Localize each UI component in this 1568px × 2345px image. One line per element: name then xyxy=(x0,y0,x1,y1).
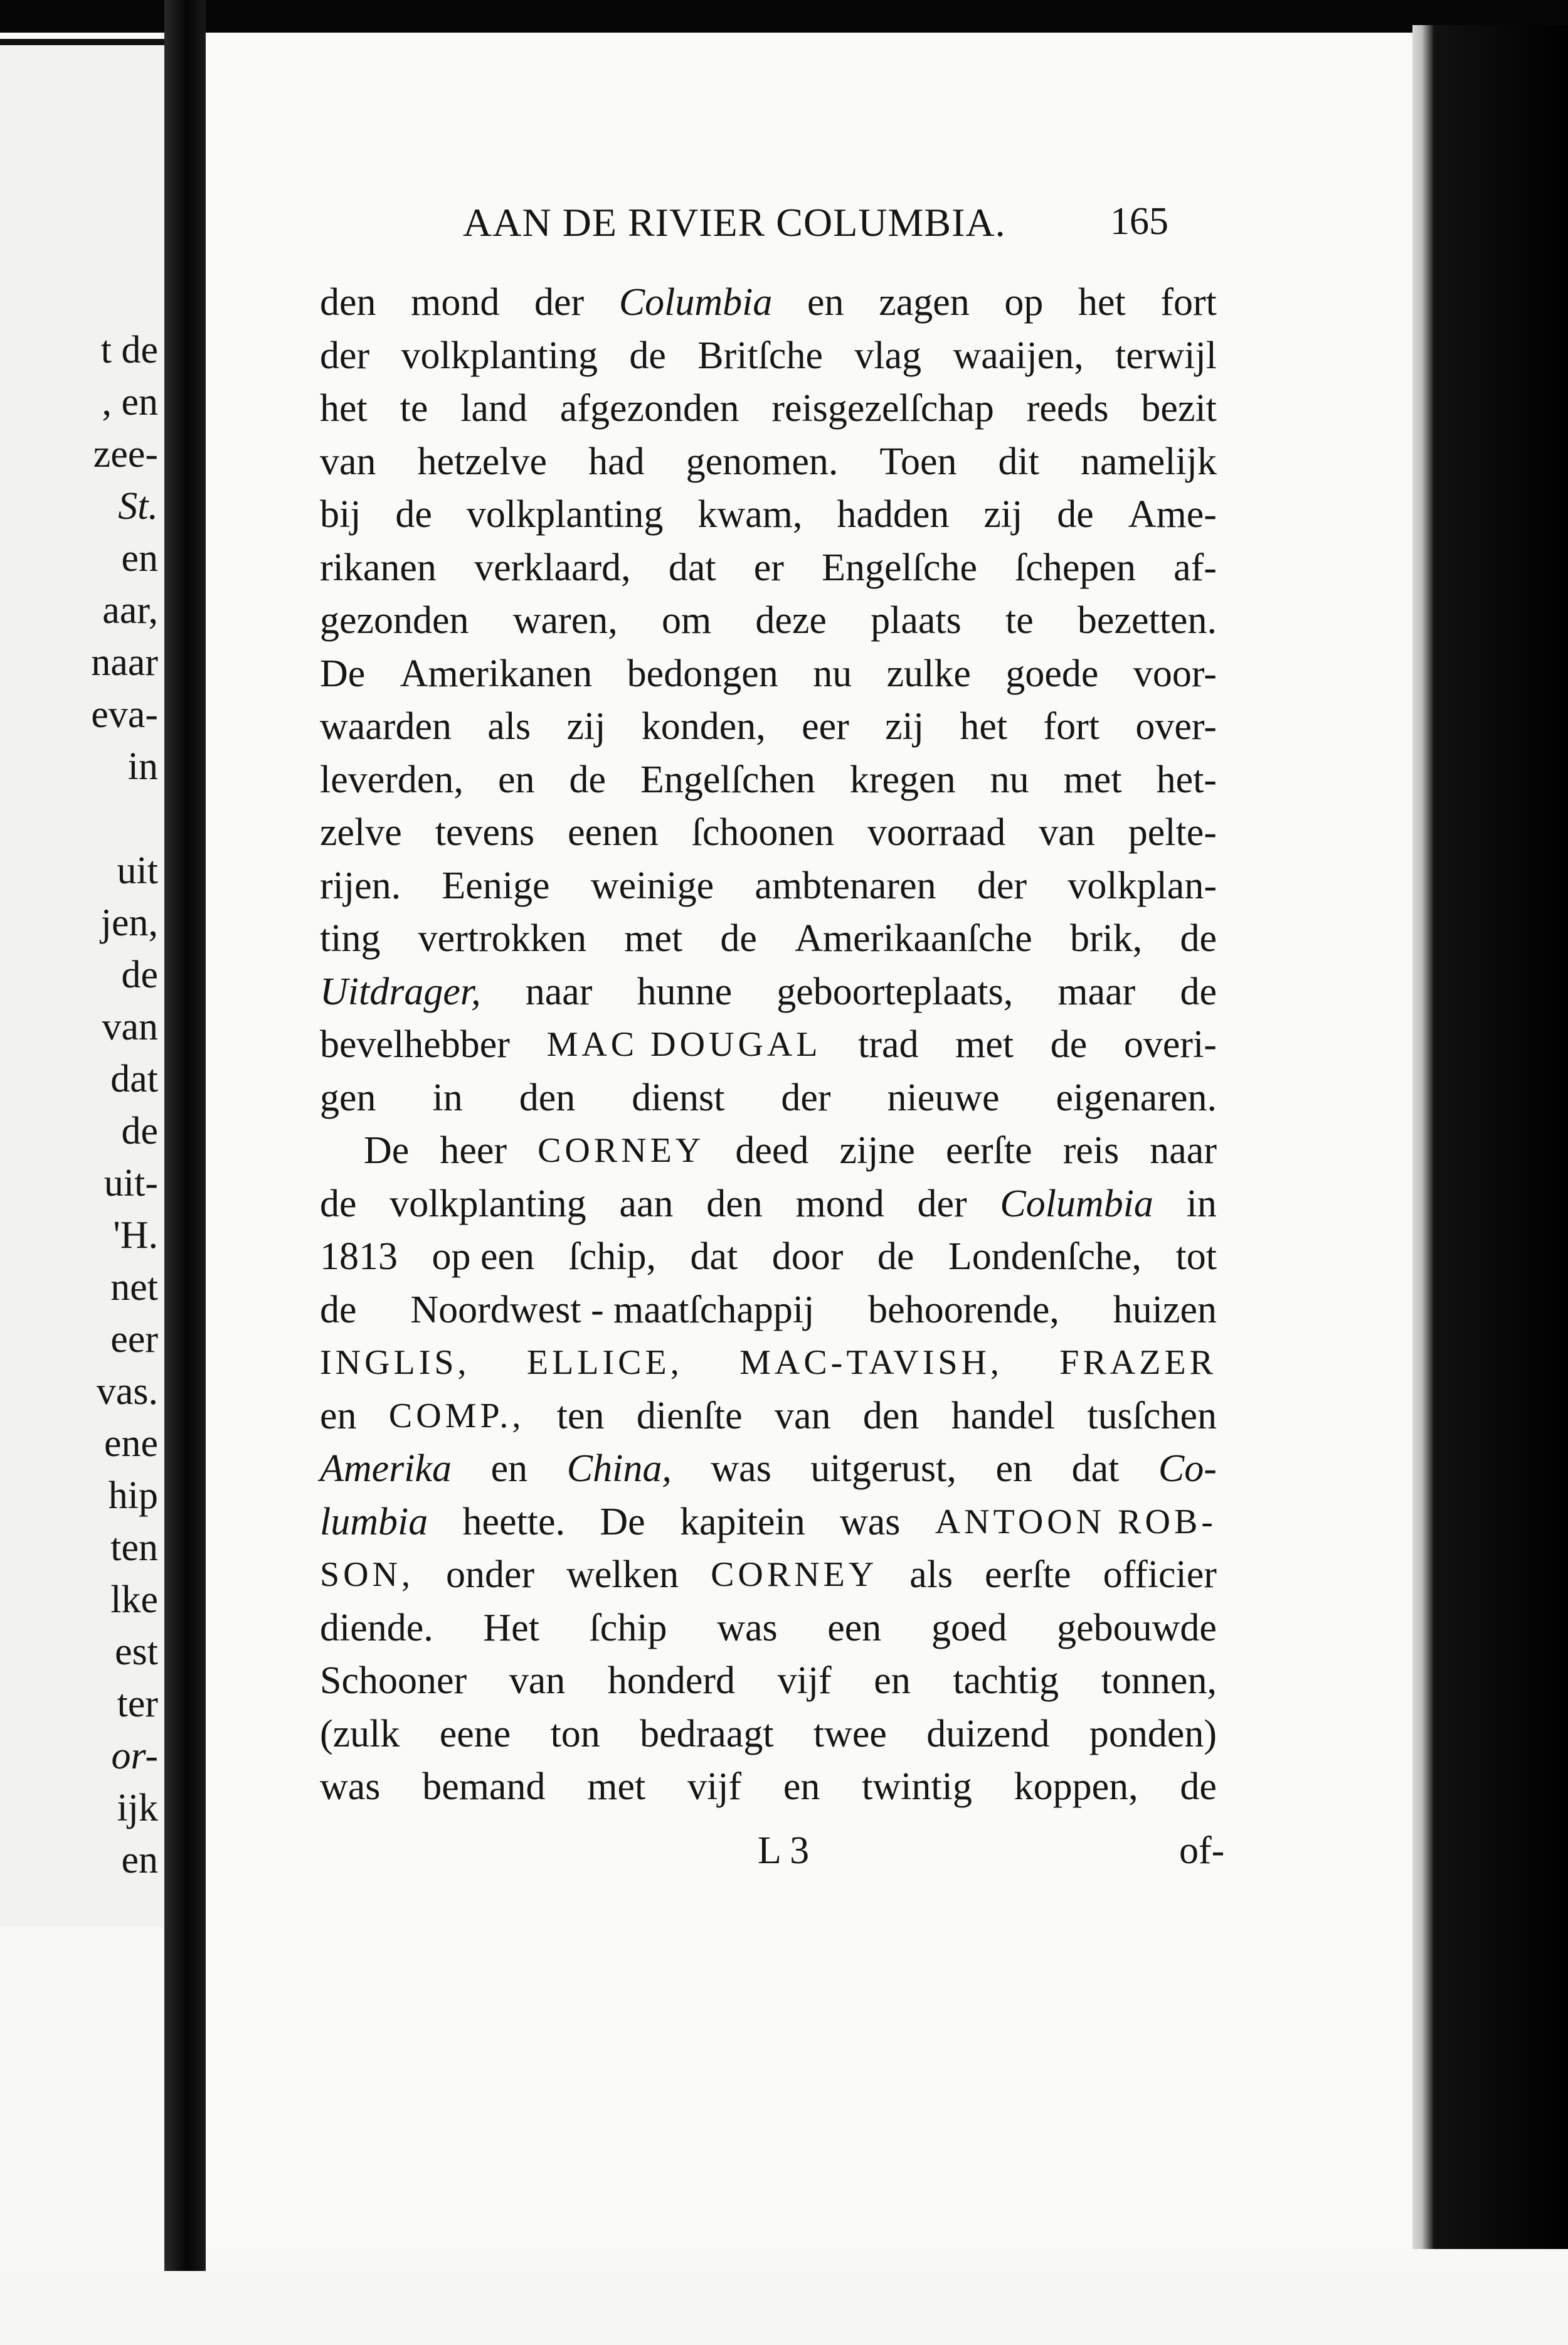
word: Amerika xyxy=(320,1447,452,1490)
word: COMP., xyxy=(388,1396,525,1435)
word: de xyxy=(320,1288,357,1331)
text-line xyxy=(320,1230,1217,1284)
word: hunne xyxy=(637,970,733,1013)
text-line xyxy=(320,1760,1217,1814)
facing-line: naar xyxy=(91,641,158,684)
word: de xyxy=(569,758,606,801)
word: CORNEY xyxy=(711,1555,878,1594)
word: vijf xyxy=(687,1765,742,1808)
facing-line: zee- xyxy=(93,433,158,476)
word: 1813 xyxy=(320,1235,398,1278)
facing-line: en xyxy=(121,1839,158,1881)
text-line xyxy=(320,1390,1217,1443)
text-line xyxy=(320,753,1217,807)
facing-line: eer xyxy=(110,1318,158,1361)
word: Columbia xyxy=(618,281,773,324)
word: reisgezelſchap xyxy=(771,387,994,430)
word: vertrokken xyxy=(418,917,587,960)
facing-line xyxy=(0,793,158,845)
facing-line: 'H. xyxy=(113,1214,158,1257)
word: was xyxy=(320,1765,381,1808)
word: leverden, xyxy=(320,758,464,801)
word: de xyxy=(320,1182,357,1225)
word: Ame- xyxy=(1128,493,1217,536)
word: reis xyxy=(1062,1129,1120,1172)
page-number: 165 xyxy=(1110,200,1168,243)
facing-line: hip xyxy=(108,1474,158,1517)
word: CORNEY xyxy=(538,1131,705,1170)
word: naar xyxy=(525,970,593,1013)
word: ANTOON ROB- xyxy=(935,1502,1217,1541)
word: zelve xyxy=(320,811,402,854)
word: goede xyxy=(1005,652,1099,695)
word: ſchoonen xyxy=(691,811,834,854)
word: bedongen xyxy=(627,652,778,695)
word: de xyxy=(395,493,432,536)
facing-page-left xyxy=(0,39,164,1927)
facing-line: vas. xyxy=(96,1370,158,1413)
facing-line: ijk xyxy=(117,1787,158,1829)
word: Columbia xyxy=(1000,1182,1153,1225)
word: het xyxy=(320,387,368,430)
word: ten xyxy=(556,1394,605,1437)
word: (zulk xyxy=(320,1712,400,1755)
word: voorraad xyxy=(867,811,1006,854)
facing-line: , en xyxy=(102,381,158,423)
facing-line: or- xyxy=(111,1735,158,1777)
word: koppen, xyxy=(1014,1765,1138,1808)
word: officier xyxy=(1103,1553,1217,1596)
facing-page-text xyxy=(0,45,162,1886)
word: over- xyxy=(1135,705,1217,748)
text-line xyxy=(320,1124,1217,1178)
word: ſchepen xyxy=(1015,546,1136,589)
word: Amerikaanſche xyxy=(795,917,1032,960)
word: dat xyxy=(1071,1447,1120,1490)
facing-line: t de xyxy=(100,329,158,371)
word: van xyxy=(509,1659,566,1702)
word: Toen xyxy=(879,440,957,483)
word: was xyxy=(840,1500,901,1543)
word: de xyxy=(720,917,757,960)
word: China, xyxy=(566,1447,672,1490)
text-line xyxy=(320,1336,1217,1390)
word: ambtenaren xyxy=(755,864,936,907)
word: volkplanting xyxy=(401,334,598,377)
word: was xyxy=(717,1606,778,1649)
facing-line: net xyxy=(110,1266,158,1309)
facing-line: in xyxy=(127,745,158,788)
word: kregen xyxy=(849,758,956,801)
facing-line: en xyxy=(121,537,158,580)
word: rikanen xyxy=(320,546,437,589)
page-fore-edge xyxy=(1412,25,1568,2249)
word: Het xyxy=(483,1606,539,1649)
word: dienſte xyxy=(636,1394,743,1437)
word: aan xyxy=(619,1182,674,1225)
text-line xyxy=(320,647,1217,701)
word: bemand xyxy=(422,1765,546,1808)
word: in xyxy=(1186,1182,1217,1225)
word: naar xyxy=(1150,1129,1217,1172)
word: bevelhebber xyxy=(320,1023,510,1066)
word: de xyxy=(1050,1023,1088,1066)
word: brik, xyxy=(1069,917,1143,960)
word: om xyxy=(661,599,712,642)
facing-line: dat xyxy=(110,1058,158,1100)
word: had xyxy=(588,440,645,483)
word: land xyxy=(460,387,527,430)
word: door xyxy=(771,1235,844,1278)
word: de xyxy=(629,334,666,377)
word: trad xyxy=(858,1023,919,1066)
word: nu xyxy=(990,758,1029,801)
word: konden, xyxy=(641,705,766,748)
word: waren, xyxy=(512,599,618,642)
word: en xyxy=(783,1765,820,1808)
word: tonnen, xyxy=(1101,1659,1217,1702)
word: maar xyxy=(1057,970,1136,1013)
word: De xyxy=(364,1129,410,1172)
text-line xyxy=(320,1178,1217,1231)
text-line xyxy=(320,488,1217,541)
word: tot xyxy=(1175,1235,1217,1278)
word: volkplan- xyxy=(1067,864,1217,907)
scan-bottom-margin xyxy=(0,2271,1568,2345)
word: dat xyxy=(690,1235,738,1278)
facing-line: ter xyxy=(117,1683,158,1725)
word: was xyxy=(711,1447,771,1490)
word: twee xyxy=(813,1712,887,1755)
word: den xyxy=(706,1182,763,1225)
word: pelte- xyxy=(1128,811,1217,854)
word: dat xyxy=(668,546,716,589)
word: namelijk xyxy=(1080,440,1217,483)
text-line xyxy=(320,1548,1217,1602)
word: af- xyxy=(1173,546,1217,589)
word: waarden xyxy=(320,705,452,748)
word: vlag xyxy=(854,334,922,377)
word: tevens xyxy=(435,811,535,854)
word: De xyxy=(600,1500,645,1543)
word: eer xyxy=(802,705,849,748)
word: vijf xyxy=(777,1659,832,1702)
word: den xyxy=(320,281,376,324)
word: zagen xyxy=(879,281,970,324)
word: de xyxy=(1057,493,1094,536)
word: te xyxy=(1005,599,1034,642)
word: fort xyxy=(1043,705,1100,748)
word: lumbia xyxy=(320,1500,428,1543)
word: het xyxy=(1078,281,1126,324)
facing-line: ene xyxy=(103,1422,158,1465)
word: Schooner xyxy=(320,1659,467,1702)
text-line xyxy=(320,806,1217,859)
word: een xyxy=(827,1606,882,1649)
word: de xyxy=(1180,1765,1217,1808)
text-line xyxy=(320,1496,1217,1549)
word: mond xyxy=(795,1182,884,1225)
word: afgezonden xyxy=(559,387,739,430)
word: eene xyxy=(439,1712,511,1755)
text-line xyxy=(320,1284,1217,1337)
text-line xyxy=(320,382,1217,435)
text-line xyxy=(320,912,1217,965)
word: den xyxy=(519,1076,576,1119)
word: en xyxy=(497,758,535,801)
word: deze xyxy=(755,599,827,642)
text-line xyxy=(320,1602,1217,1655)
text-line xyxy=(320,276,1217,329)
word: MAC DOUGAL xyxy=(546,1025,822,1064)
word: van xyxy=(320,440,376,483)
word: zijne xyxy=(839,1129,915,1172)
word: der xyxy=(320,334,370,377)
word: volkplanting xyxy=(389,1182,586,1225)
word: met xyxy=(587,1765,646,1808)
word: kwam, xyxy=(697,493,803,536)
text-line xyxy=(320,435,1217,489)
facing-line: eva- xyxy=(91,693,158,736)
word: Co- xyxy=(1158,1447,1217,1490)
word: te xyxy=(400,387,428,430)
word: van xyxy=(774,1394,831,1437)
word: Amerikanen xyxy=(400,652,593,695)
word: diende. xyxy=(320,1606,433,1649)
book-gutter xyxy=(164,0,206,2345)
word: het- xyxy=(1156,758,1217,801)
word: den xyxy=(862,1394,919,1437)
facing-line: jen, xyxy=(100,901,158,944)
word: en xyxy=(807,281,844,324)
word: met xyxy=(624,917,683,960)
text-line xyxy=(320,700,1217,753)
word: der xyxy=(917,1182,967,1225)
facing-line: de xyxy=(121,954,158,996)
facing-line: ten xyxy=(110,1526,158,1569)
word: onder xyxy=(445,1553,535,1596)
word: mond xyxy=(411,281,500,324)
word: en xyxy=(320,1394,357,1437)
word: de xyxy=(877,1235,914,1278)
word: zij xyxy=(885,705,924,748)
word: eerſte xyxy=(985,1553,1071,1596)
word: dienst xyxy=(632,1076,725,1119)
word: bezetten. xyxy=(1077,599,1217,642)
facing-line: uit xyxy=(117,849,158,892)
word: der xyxy=(534,281,585,324)
facing-line: van xyxy=(102,1006,158,1048)
word: kapitein xyxy=(679,1500,805,1543)
running-head: AAN DE RIVIER COLUMBIA. xyxy=(463,200,1006,245)
text-line xyxy=(320,1071,1217,1125)
body-text xyxy=(320,276,1217,1814)
word: van xyxy=(1039,811,1095,854)
word: zij xyxy=(566,705,606,748)
text-line xyxy=(320,1708,1217,1761)
word: Uitdrager, xyxy=(320,970,481,1013)
catchword: of- xyxy=(1179,1829,1225,1872)
word: honderd xyxy=(607,1659,736,1702)
word: terwijl xyxy=(1115,334,1217,377)
word: huizen xyxy=(1113,1288,1217,1331)
word: behoorende, xyxy=(868,1288,1059,1331)
text-line xyxy=(320,594,1217,647)
word: duizend xyxy=(926,1712,1050,1755)
word: en xyxy=(995,1447,1032,1490)
word: als xyxy=(909,1553,953,1596)
word: gebouwde xyxy=(1057,1606,1217,1649)
word: zij xyxy=(983,493,1023,536)
word: FRAZER xyxy=(1059,1343,1217,1382)
word: als xyxy=(487,705,531,748)
word: hetzelve xyxy=(417,440,548,483)
word: De xyxy=(320,652,366,695)
facing-line: aar, xyxy=(102,589,158,632)
word: voor- xyxy=(1133,652,1217,695)
word: ſchip, xyxy=(568,1235,656,1278)
word: weinige xyxy=(590,864,714,907)
word: zulke xyxy=(886,652,971,695)
word: bezit xyxy=(1141,387,1217,430)
word: deed xyxy=(735,1129,809,1172)
word: reeds xyxy=(1026,387,1109,430)
text-line xyxy=(320,1018,1217,1071)
word: SON, xyxy=(320,1555,415,1594)
word: eerſte xyxy=(946,1129,1032,1172)
word: gen xyxy=(320,1076,376,1119)
word: tusſchen xyxy=(1087,1394,1217,1437)
word: ſchip xyxy=(589,1606,667,1649)
word: Britſche xyxy=(697,334,823,377)
word: ton xyxy=(550,1712,600,1755)
text-line xyxy=(320,965,1217,1019)
text-line xyxy=(320,541,1217,595)
word: INGLIS, xyxy=(320,1343,470,1382)
word: gezonden xyxy=(320,599,469,642)
word: plaats xyxy=(871,599,961,642)
word: het xyxy=(960,705,1008,748)
word: Engelſchen xyxy=(640,758,815,801)
word: verklaard, xyxy=(474,546,631,589)
word: rijen. xyxy=(320,864,401,907)
word: nu xyxy=(813,652,852,695)
facing-line: est xyxy=(115,1630,158,1673)
word: der xyxy=(977,864,1027,907)
word: met xyxy=(1063,758,1122,801)
word: en xyxy=(874,1659,911,1702)
word: MAC-TAVISH, xyxy=(739,1343,1003,1382)
word: Eenige xyxy=(442,864,550,907)
word: goed xyxy=(931,1606,1007,1649)
text-line xyxy=(320,859,1217,913)
word: Londenſche, xyxy=(948,1235,1142,1278)
word: ponden) xyxy=(1089,1712,1217,1755)
word: op xyxy=(1004,281,1044,324)
word: ting xyxy=(320,917,381,960)
word: handel xyxy=(951,1394,1056,1437)
facing-line: St. xyxy=(118,485,158,528)
word: heer xyxy=(440,1129,507,1172)
dark-scan-border-top xyxy=(0,0,1568,33)
facing-line: lke xyxy=(110,1578,158,1621)
word: fort xyxy=(1160,281,1217,324)
word: de xyxy=(1180,917,1217,960)
word: heette. xyxy=(462,1500,566,1543)
word: in xyxy=(432,1076,463,1119)
word: volkplanting xyxy=(466,493,664,536)
word: overi- xyxy=(1123,1023,1217,1066)
word: op een xyxy=(432,1235,535,1278)
word: twintig xyxy=(862,1765,972,1808)
word: de xyxy=(1180,970,1217,1013)
word: welken xyxy=(566,1553,679,1596)
word: uitgerust, xyxy=(810,1447,956,1490)
word: geboorteplaats, xyxy=(776,970,1014,1013)
word: er xyxy=(753,546,784,589)
signature-mark: L 3 xyxy=(758,1829,810,1872)
word: tachtig xyxy=(953,1659,1059,1702)
word: genomen. xyxy=(686,440,839,483)
word: en xyxy=(490,1447,528,1490)
text-line xyxy=(320,329,1217,383)
word: bij xyxy=(320,493,361,536)
word: waaijen, xyxy=(953,334,1084,377)
word: eenen xyxy=(568,811,659,854)
word: met xyxy=(955,1023,1014,1066)
word: ELLICE, xyxy=(526,1343,683,1382)
word: Noordwest - maatſchappij xyxy=(410,1288,815,1331)
word: hadden xyxy=(837,493,950,536)
text-line xyxy=(320,1442,1217,1496)
facing-line: de xyxy=(121,1110,158,1152)
word: Engelſche xyxy=(822,546,977,589)
word: nieuwe xyxy=(887,1076,1000,1119)
text-line xyxy=(320,1654,1217,1708)
word: eigenaren. xyxy=(1056,1076,1217,1119)
word: dit xyxy=(998,440,1039,483)
word: bedraagt xyxy=(640,1712,774,1755)
word: der xyxy=(781,1076,831,1119)
facing-line: uit- xyxy=(103,1162,158,1204)
